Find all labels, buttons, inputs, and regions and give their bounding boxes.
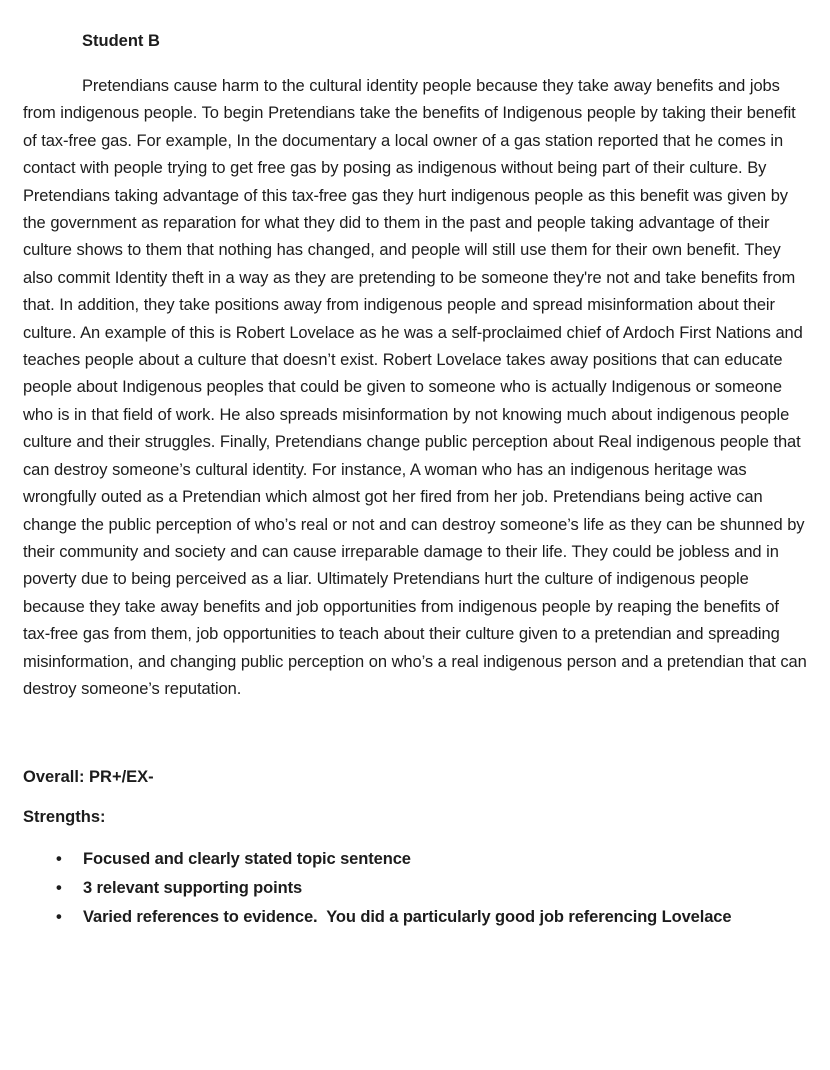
strength-text: Focused and clearly stated topic sentence [83,850,411,869]
essay-paragraph: Pretendians cause harm to the cultural identity people because they take away benefits and jobs from indigenous people. To begin Pretendians take the benefits of Indigenous people by taking their benefit of tax-free gas. For example, In the documentary a local owner of a gas station reported that he comes in contact with people trying to get free gas by posing as indigenous without being part of their culture. By Pretendians taking advantage of this tax-free gas they hurt indigenous people as this benefit was given by the government as reparation for what they did to them in the past and people taking advantage of their culture shows to them that nothing has changed, and people will still use them for their own benefit. They also commit Identity theft in a way as they are pretending to be someone they're not and take benefits from that. In addition, they take positions away from indigenous people and spread misinformation about their culture. An example of this is Robert Lovelace as he was a self-proclaimed chief of Ardoch First Nations and teaches people about a culture that doesn’t exist. Robert Lovelace takes away positions that can educate people about Indigenous peoples that could be given to someone who is actually Indigenous or someone who is in that field of work. He also spreads misinformation by not knowing much about indigenous people culture and their struggles. Finally, Pretendians change public perception about Real indigenous people that can destroy someone’s cultural identity. For instance, A woman who has an indigenous heritage was wrongfully outed as a Pretendian which almost got her fired from her job. Pretendians being active can change the public perception of who’s real or not and can destroy someone’s life as they can be shunned by their community and society and can cause irreparable damage to their life. They could be jobless and in poverty due to being perceived as a liar. Ultimately Pretendians hurt the culture of indigenous people because they take away benefits and job opportunities from indigenous people by reaping the benefits of tax-free gas from them, job opportunities to teach about their culture given to a pretendian and spreading misinformation, and changing public perception on who’s a real indigenous person and a pretendian that can destroy someone’s reputation. [23,77,807,698]
strength-item [23,875,810,902]
student-heading: Student B [82,32,160,50]
strength-item [23,904,810,931]
strengths-heading: Strengths: [23,808,106,827]
strength-text: Varied references to evidence. You did a particularly good job referencing Lovelace [83,908,732,927]
strengths-list [23,846,810,931]
strength-text: 3 relevant supporting points [83,879,303,898]
overall-grade: Overall: PR+/EX- [23,768,154,787]
strength-item [23,846,810,873]
